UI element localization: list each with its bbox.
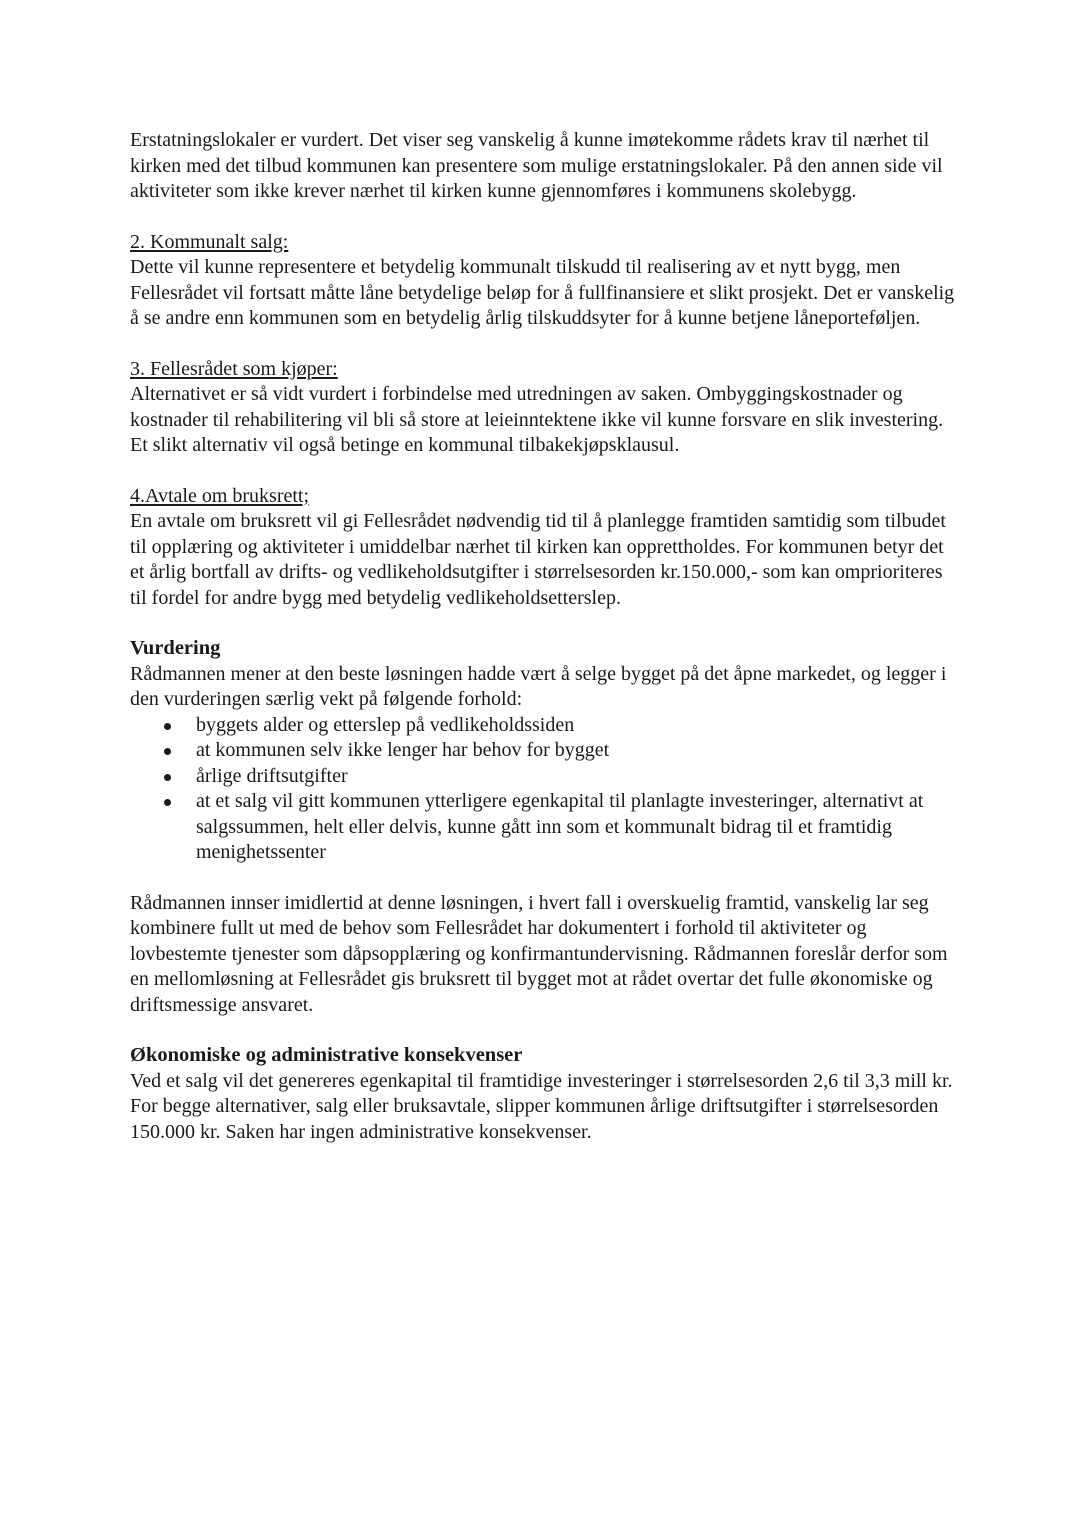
bullet-icon (164, 774, 171, 781)
vurdering-conclusion-section (130, 891, 960, 1019)
vurdering-heading: Vurdering (130, 637, 221, 659)
list-item (196, 764, 960, 790)
vurdering-bullet-list (130, 713, 960, 866)
vurdering-section (130, 636, 960, 866)
bullet-icon (164, 748, 171, 755)
list-item-text: årlige driftsutgifter (196, 764, 348, 787)
option-4-paragraph: En avtale om bruksrett vil gi Fellesrådet nødvendig tid til å planlegge framtiden samtidig som tilbudet til opplæring og aktiviteter i umiddelbar nærhet til kirken kan opprettholdes. For kommunen betyr det et årlig bortfall av drifts- og vedlikeholdsutgifter i størrelsesorden kr.150.000,- som kan omprioriteres til fordel for andre bygg med betydelig vedlikeholdsetterslep. (130, 510, 946, 609)
list-item (196, 738, 960, 764)
list-item (196, 789, 960, 866)
konsekvenser-heading: Økonomiske og administrative konsekvenser (130, 1044, 523, 1066)
option-4-section (130, 484, 960, 612)
option-4-heading: 4.Avtale om bruksrett; (130, 484, 310, 507)
option-2-paragraph: Dette vil kunne representere et betydelig kommunalt tilskudd til realisering av et nytt bygg, men Fellesrådet vil fortsatt måtte låne betydelige beløp for å fullfinansiere et slikt prosjekt. Det er vanskelig å se andre enn kommunen som en betydelig årlig tilskuddsyter for å kunne betjene låneporteføljen. (130, 256, 955, 329)
konsekvenser-section (130, 1043, 960, 1145)
bullet-icon (164, 799, 171, 806)
intro-paragraph: Erstatningslokaler er vurdert. Det viser seg vanskelig å kunne imøtekomme rådets krav til nærhet til kirken med det tilbud kommunen kan presentere som mulige erstatningslokaler. På den annen side vil aktiviteter som ikke krever nærhet til kirken kunne gjennomføres i kommunens skolebygg. (130, 129, 943, 202)
vurdering-intro: Rådmannen mener at den beste løsningen hadde vært å selge bygget på det åpne markedet, og legger i den vurderingen særlig vekt på følgende forhold: (130, 662, 947, 710)
vurdering-conclusion: Rådmannen innser imidlertid at denne løsningen, i hvert fall i overskuelig framtid, vanskelig lar seg kombinere fullt ut med de behov som Fellesrådet har dokumentert i forhold til aktiviteter og lovbestemte tjenester som dåpsopplæring og konfirmantundervisning. Rådmannen foreslår derfor som en mellomløsning at Fellesrådet gis bruksrett til bygget mot at rådet overtar det fulle økonomiske og driftsmessige ansvaret. (130, 891, 948, 1016)
konsekvenser-paragraph: Ved et salg vil det genereres egenkapital til framtidige investeringer i størrelsesorden 2,6 til 3,3 mill kr. For begge alternativer, salg eller bruksavtale, slipper kommunen årlige driftsutgifter i størrelsesorden 150.000 kr. Saken har ingen administrative konsekvenser. (130, 1069, 953, 1143)
option-2-heading: 2. Kommunalt salg: (130, 230, 289, 253)
intro-section (130, 128, 960, 205)
list-item (196, 713, 960, 739)
option-2-section (130, 230, 960, 332)
option-3-paragraph: Alternativet er så vidt vurdert i forbindelse med utredningen av saken. Ombyggingskostnader og kostnader til rehabilitering vil bli så store at leieinntektene ikke vil kunne forsvare en slik investering. Et slikt alternativ vil også betinge en kommunal tilbakekjøpsklausul. (130, 383, 944, 456)
list-item-text: at kommunen selv ikke lenger har behov for bygget (196, 739, 610, 761)
option-3-section (130, 357, 960, 459)
list-item-text: at et salg vil gitt kommunen ytterligere egenkapital til planlagte investeringer, alternativt at salgssummen, helt eller delvis, kunne gått inn som et kommunalt bidrag til et framtidig menighetssenter (196, 790, 924, 863)
list-item-text: byggets alder og etterslep på vedlikeholdssiden (196, 713, 575, 736)
document-page (130, 128, 960, 1170)
bullet-icon (164, 723, 171, 730)
option-3-heading: 3. Fellesrådet som kjøper: (130, 357, 338, 380)
